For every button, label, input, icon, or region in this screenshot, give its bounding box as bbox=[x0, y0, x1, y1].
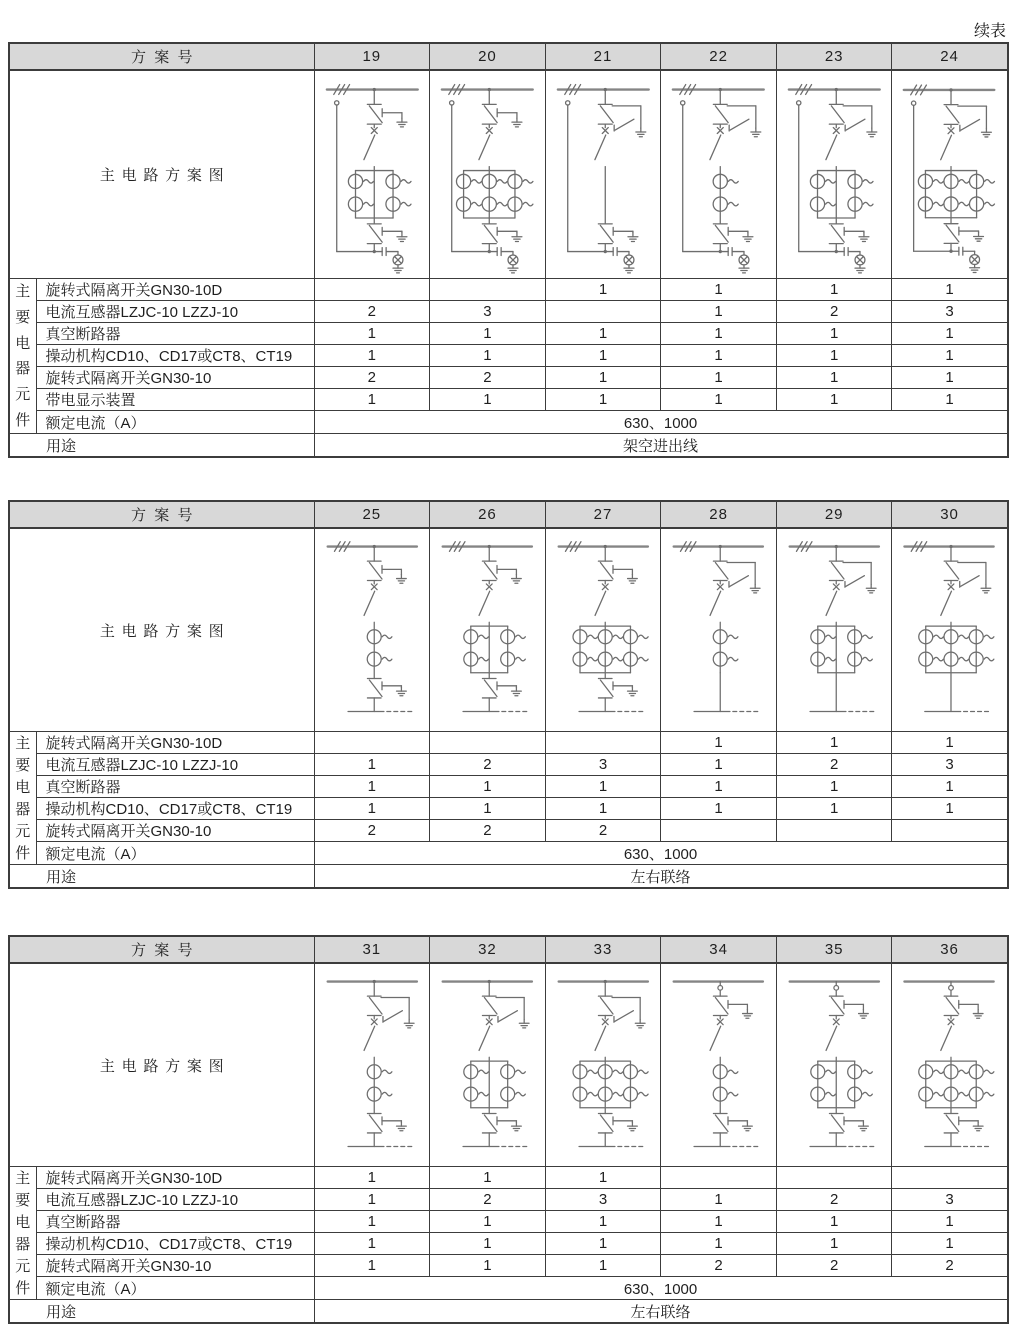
scheme-diagram-cell bbox=[661, 528, 777, 732]
scheme-number: 35 bbox=[776, 936, 892, 963]
component-count: 1 bbox=[661, 776, 777, 798]
component-count: 1 bbox=[661, 323, 777, 345]
scheme-diagram-cell bbox=[314, 70, 430, 279]
component-count: 1 bbox=[661, 754, 777, 776]
component-count: 1 bbox=[661, 1189, 777, 1211]
component-count: 2 bbox=[430, 367, 546, 389]
diagram-row-label: 主电路方案图 bbox=[9, 528, 314, 732]
component-count: 1 bbox=[661, 732, 777, 754]
scheme-number: 24 bbox=[892, 43, 1008, 70]
component-count: 1 bbox=[545, 798, 661, 820]
component-count: 1 bbox=[776, 798, 892, 820]
component-count bbox=[661, 1167, 777, 1189]
component-count: 1 bbox=[892, 345, 1008, 367]
rated-current-value: 630、1000 bbox=[314, 1277, 1008, 1300]
scheme-number: 27 bbox=[545, 501, 661, 528]
component-group-label bbox=[9, 732, 36, 865]
scheme-number-header-label: 方案号 bbox=[9, 501, 314, 528]
usage-label: 用途 bbox=[9, 1300, 314, 1324]
usage-value: 架空进出线 bbox=[314, 434, 1008, 458]
component-count: 1 bbox=[545, 776, 661, 798]
component-count: 1 bbox=[314, 345, 430, 367]
component-count bbox=[545, 301, 661, 323]
component-count: 1 bbox=[892, 389, 1008, 411]
component-count: 1 bbox=[430, 1233, 546, 1255]
component-count: 1 bbox=[545, 1233, 661, 1255]
scheme-number: 20 bbox=[430, 43, 546, 70]
component-count: 1 bbox=[545, 389, 661, 411]
component-count bbox=[892, 820, 1008, 842]
component-count: 3 bbox=[545, 754, 661, 776]
scheme-diagram-cell bbox=[314, 528, 430, 732]
scheme-diagram-cell bbox=[430, 528, 546, 732]
component-label: 操动机构CD10、CD17或CT8、CT19 bbox=[36, 798, 314, 820]
scheme-number: 21 bbox=[545, 43, 661, 70]
component-count: 1 bbox=[314, 389, 430, 411]
usage-label: 用途 bbox=[9, 865, 314, 889]
one-line-diagram bbox=[315, 531, 430, 729]
component-count: 1 bbox=[661, 798, 777, 820]
component-count: 1 bbox=[314, 776, 430, 798]
one-line-diagram bbox=[546, 531, 661, 729]
one-line-diagram bbox=[661, 73, 776, 276]
component-count bbox=[314, 279, 430, 301]
component-count: 3 bbox=[892, 301, 1008, 323]
component-count: 1 bbox=[661, 279, 777, 301]
component-count: 2 bbox=[892, 1255, 1008, 1277]
component-count: 1 bbox=[314, 1255, 430, 1277]
scheme-number: 19 bbox=[314, 43, 430, 70]
component-label: 旋转式隔离开关GN30-10D bbox=[36, 732, 314, 754]
scheme-diagram-cell bbox=[661, 70, 777, 279]
component-label: 操动机构CD10、CD17或CT8、CT19 bbox=[36, 345, 314, 367]
rated-current-value: 630、1000 bbox=[314, 411, 1008, 434]
component-label: 真空断路器 bbox=[36, 323, 314, 345]
component-count bbox=[545, 732, 661, 754]
one-line-diagram bbox=[661, 966, 776, 1164]
scheme-diagram-cell bbox=[545, 70, 661, 279]
component-count: 1 bbox=[776, 323, 892, 345]
component-count: 1 bbox=[545, 1211, 661, 1233]
component-count: 1 bbox=[430, 776, 546, 798]
component-count: 1 bbox=[661, 389, 777, 411]
scheme-number: 29 bbox=[776, 501, 892, 528]
scheme-number: 30 bbox=[892, 501, 1008, 528]
one-line-diagram bbox=[546, 966, 661, 1164]
scheme-number: 31 bbox=[314, 936, 430, 963]
diagram-row-label: 主电路方案图 bbox=[9, 70, 314, 279]
component-label: 真空断路器 bbox=[36, 1211, 314, 1233]
component-count: 2 bbox=[430, 1189, 546, 1211]
component-count: 1 bbox=[545, 323, 661, 345]
usage-value: 左右联络 bbox=[314, 865, 1008, 889]
component-count: 1 bbox=[776, 732, 892, 754]
scheme-number: 36 bbox=[892, 936, 1008, 963]
scheme-number: 33 bbox=[545, 936, 661, 963]
scheme-number: 25 bbox=[314, 501, 430, 528]
component-count: 1 bbox=[430, 1211, 546, 1233]
one-line-diagram bbox=[315, 73, 430, 276]
component-count: 1 bbox=[776, 776, 892, 798]
scheme-diagram-cell bbox=[314, 963, 430, 1167]
scheme-diagram-cell bbox=[776, 528, 892, 732]
component-count: 1 bbox=[661, 367, 777, 389]
one-line-diagram bbox=[546, 73, 661, 276]
component-label: 旋转式隔离开关GN30-10 bbox=[36, 820, 314, 842]
component-count: 1 bbox=[430, 1255, 546, 1277]
component-count: 1 bbox=[314, 1167, 430, 1189]
scheme-number: 34 bbox=[661, 936, 777, 963]
one-line-diagram bbox=[892, 531, 1006, 729]
scheme-diagram-cell bbox=[892, 963, 1008, 1167]
rated-current-value: 630、1000 bbox=[314, 842, 1008, 865]
component-label: 电流互感器LZJC-10 LZZJ-10 bbox=[36, 1189, 314, 1211]
one-line-diagram bbox=[661, 531, 776, 729]
rated-current-label: 额定电流（A） bbox=[36, 1277, 314, 1300]
scheme-number: 23 bbox=[776, 43, 892, 70]
scheme-number: 28 bbox=[661, 501, 777, 528]
component-count: 3 bbox=[545, 1189, 661, 1211]
component-count: 1 bbox=[892, 1233, 1008, 1255]
component-count: 2 bbox=[545, 820, 661, 842]
component-count: 1 bbox=[545, 279, 661, 301]
usage-value: 左右联络 bbox=[314, 1300, 1008, 1324]
component-count: 1 bbox=[545, 1167, 661, 1189]
component-count: 1 bbox=[314, 798, 430, 820]
scheme-number: 26 bbox=[430, 501, 546, 528]
component-count: 1 bbox=[892, 732, 1008, 754]
component-count: 1 bbox=[661, 345, 777, 367]
continued-table-label: 续表 bbox=[973, 23, 1006, 40]
component-count: 1 bbox=[430, 389, 546, 411]
component-count: 1 bbox=[314, 1211, 430, 1233]
scheme-number: 22 bbox=[661, 43, 777, 70]
component-label: 旋转式隔离开关GN30-10D bbox=[36, 279, 314, 301]
component-count: 1 bbox=[892, 1211, 1008, 1233]
component-count bbox=[776, 820, 892, 842]
component-count: 1 bbox=[776, 345, 892, 367]
scheme-diagram-cell bbox=[545, 528, 661, 732]
component-count bbox=[314, 732, 430, 754]
component-count: 1 bbox=[892, 367, 1008, 389]
component-count bbox=[430, 279, 546, 301]
scheme-number: 32 bbox=[430, 936, 546, 963]
rated-current-label: 额定电流（A） bbox=[36, 842, 314, 865]
component-group-label-text: 主 要 电 器 元 件 bbox=[15, 1169, 31, 1297]
one-line-diagram bbox=[777, 73, 892, 276]
component-group-label bbox=[9, 1167, 36, 1300]
one-line-diagram bbox=[430, 531, 545, 729]
scheme-diagram-cell bbox=[776, 70, 892, 279]
component-count: 1 bbox=[430, 1167, 546, 1189]
scheme-diagram-cell bbox=[892, 70, 1008, 279]
scheme-table-25-to-30 bbox=[8, 500, 1009, 889]
scheme-diagram-cell bbox=[430, 70, 546, 279]
component-group-label-text: 主 要 电 器 元 件 bbox=[15, 734, 31, 862]
component-count: 1 bbox=[661, 1233, 777, 1255]
component-count: 1 bbox=[776, 389, 892, 411]
component-count: 3 bbox=[430, 301, 546, 323]
component-count: 1 bbox=[661, 1211, 777, 1233]
component-count bbox=[892, 1167, 1008, 1189]
usage-label: 用途 bbox=[9, 434, 314, 458]
component-count: 1 bbox=[545, 367, 661, 389]
scheme-number-header-label: 方案号 bbox=[9, 43, 314, 70]
component-count: 1 bbox=[776, 1233, 892, 1255]
component-count: 2 bbox=[776, 301, 892, 323]
scheme-diagram-cell bbox=[661, 963, 777, 1167]
component-label: 旋转式隔离开关GN30-10 bbox=[36, 367, 314, 389]
one-line-diagram bbox=[892, 73, 1006, 276]
component-count: 1 bbox=[545, 345, 661, 367]
component-count: 2 bbox=[776, 754, 892, 776]
component-count: 3 bbox=[892, 1189, 1008, 1211]
component-count: 2 bbox=[430, 754, 546, 776]
component-count: 1 bbox=[314, 1189, 430, 1211]
scheme-diagram-cell bbox=[430, 963, 546, 1167]
scheme-table-31-to-36 bbox=[8, 935, 1009, 1324]
scheme-diagram-cell bbox=[892, 528, 1008, 732]
component-count: 1 bbox=[892, 776, 1008, 798]
one-line-diagram bbox=[430, 966, 545, 1164]
component-count: 2 bbox=[776, 1189, 892, 1211]
scheme-number-header-label: 方案号 bbox=[9, 936, 314, 963]
one-line-diagram bbox=[777, 531, 892, 729]
component-label: 电流互感器LZJC-10 LZZJ-10 bbox=[36, 301, 314, 323]
component-label: 操动机构CD10、CD17或CT8、CT19 bbox=[36, 1233, 314, 1255]
component-count: 1 bbox=[430, 345, 546, 367]
component-label: 带电显示装置 bbox=[36, 389, 314, 411]
component-count: 1 bbox=[892, 798, 1008, 820]
component-count: 2 bbox=[314, 367, 430, 389]
component-label: 电流互感器LZJC-10 LZZJ-10 bbox=[36, 754, 314, 776]
rated-current-label: 额定电流（A） bbox=[36, 411, 314, 434]
one-line-diagram bbox=[777, 966, 892, 1164]
component-count: 1 bbox=[314, 754, 430, 776]
component-count: 1 bbox=[776, 367, 892, 389]
component-count: 1 bbox=[314, 1233, 430, 1255]
component-count: 1 bbox=[430, 323, 546, 345]
component-count: 1 bbox=[314, 323, 430, 345]
component-count: 2 bbox=[661, 1255, 777, 1277]
component-count: 1 bbox=[430, 798, 546, 820]
component-count: 1 bbox=[892, 279, 1008, 301]
component-count: 1 bbox=[892, 323, 1008, 345]
component-count: 2 bbox=[776, 1255, 892, 1277]
scheme-table-19-to-24 bbox=[8, 42, 1009, 458]
component-count: 1 bbox=[545, 1255, 661, 1277]
component-label: 真空断路器 bbox=[36, 776, 314, 798]
one-line-diagram bbox=[315, 966, 430, 1164]
diagram-row-label: 主电路方案图 bbox=[9, 963, 314, 1167]
component-count: 2 bbox=[314, 820, 430, 842]
component-count: 1 bbox=[661, 301, 777, 323]
component-label: 旋转式隔离开关GN30-10 bbox=[36, 1255, 314, 1277]
component-count bbox=[430, 732, 546, 754]
component-group-label-text: 主 要 电 器 元 件 bbox=[15, 283, 31, 429]
scheme-diagram-cell bbox=[776, 963, 892, 1167]
component-count: 1 bbox=[776, 1211, 892, 1233]
component-group-label bbox=[9, 279, 36, 434]
component-count: 3 bbox=[892, 754, 1008, 776]
component-count bbox=[661, 820, 777, 842]
component-count: 2 bbox=[314, 301, 430, 323]
scheme-diagram-cell bbox=[545, 963, 661, 1167]
one-line-diagram bbox=[430, 73, 545, 276]
component-count bbox=[776, 1167, 892, 1189]
component-count: 1 bbox=[776, 279, 892, 301]
component-label: 旋转式隔离开关GN30-10D bbox=[36, 1167, 314, 1189]
component-count: 2 bbox=[430, 820, 546, 842]
one-line-diagram bbox=[892, 966, 1006, 1164]
